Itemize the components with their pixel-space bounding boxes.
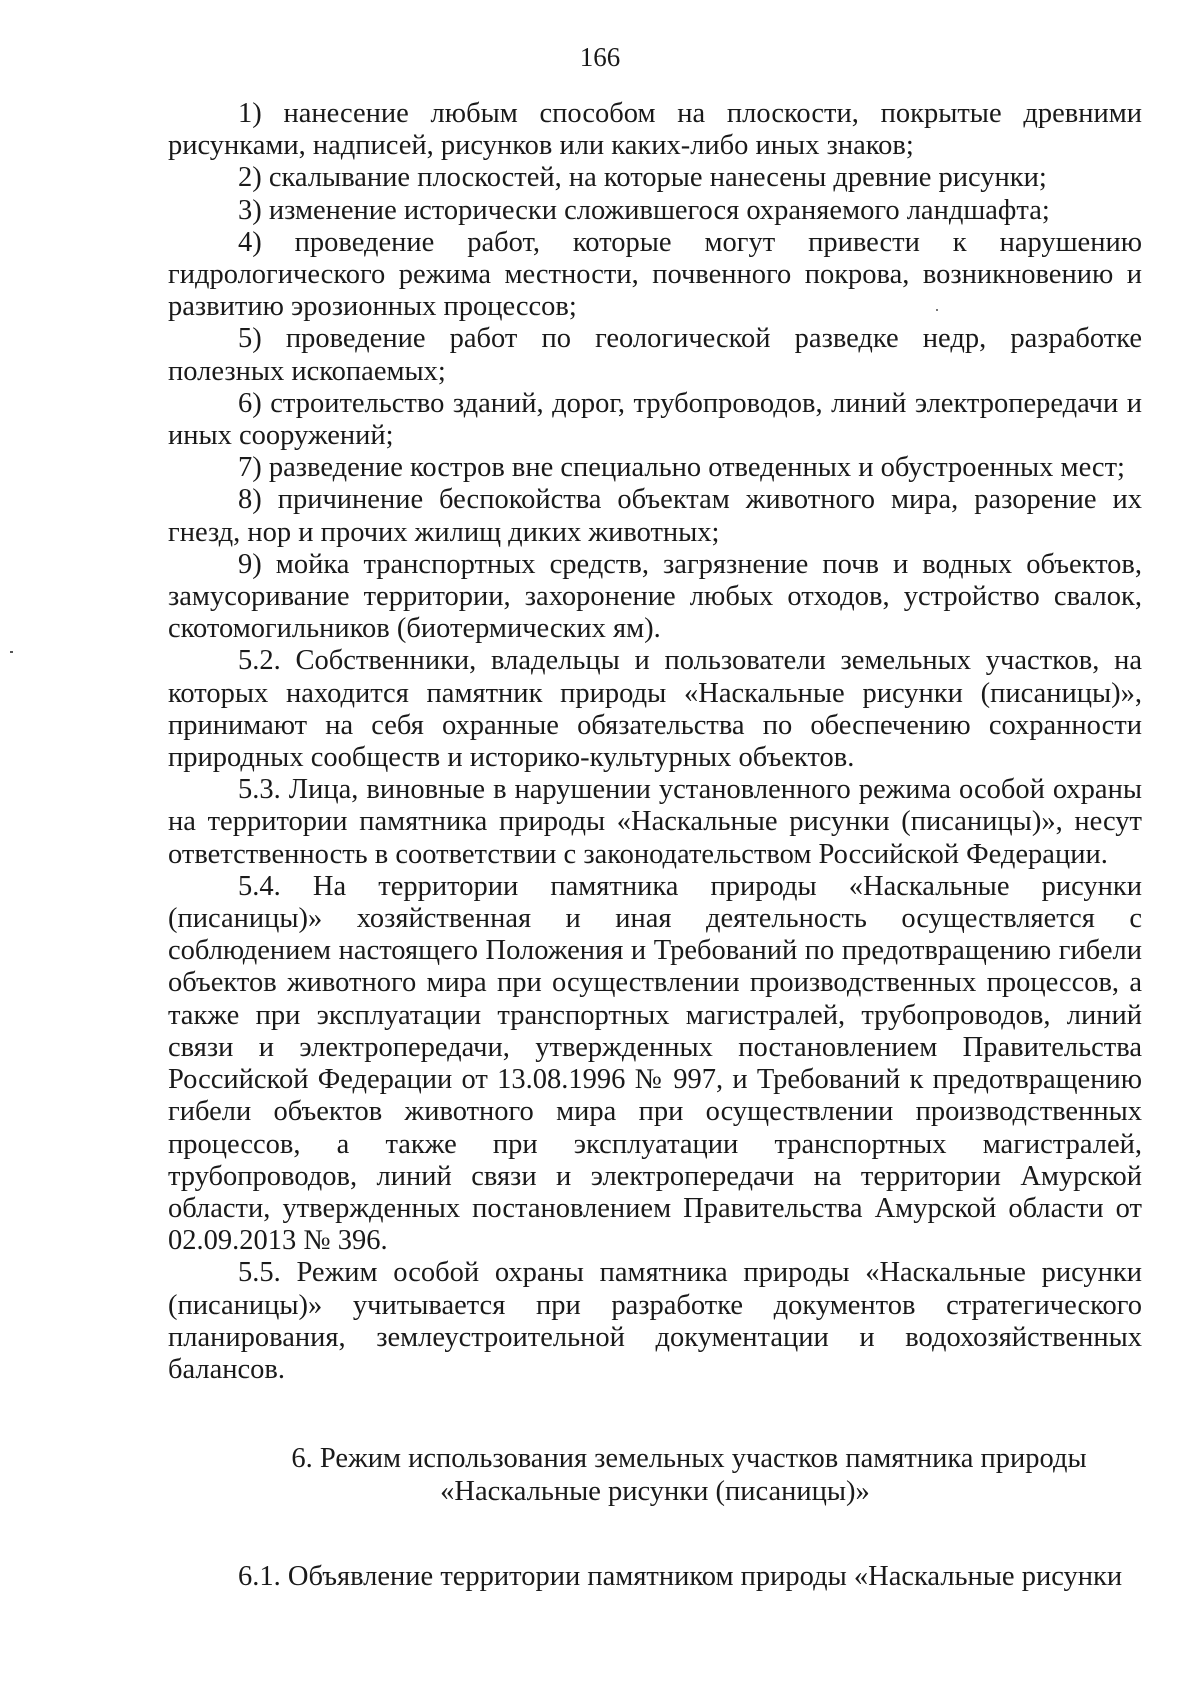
prohibition-item-7: 7) разведение костров вне специально отведенных и обустроенных мест; — [238, 452, 1125, 484]
section-heading — [168, 1442, 1142, 1508]
prohibition-item-6: 6) строительство зданий, дорог, трубопроводов, линий электропередачи и иных сооружений; — [168, 387, 1142, 452]
section-heading-line-1: 6. Режим использования земельных участков памятника природы — [291, 1443, 1087, 1474]
scan-margin-mark — [10, 651, 13, 653]
page-number: 166 — [579, 42, 621, 72]
clause-5-2: 5.2. Собственники, владельцы и пользователи земельных участков, на которых находится памятник природы «Наскальные рисунки (писаницы)», принимают на себя охранные обязательства по обеспечению сохранности природных сообществ и историко-культурных объектов. — [168, 645, 1142, 774]
prohibition-item-5: 5) проведение работ по геологической разведке недр, разработке полезных ископаемых; — [168, 323, 1142, 387]
prohibition-item-2: 2) скалывание плоскостей, на которые нанесены древние рисунки; — [238, 162, 1047, 194]
clause-5-5: 5.5. Режим особой охраны памятника природы «Наскальные рисунки (писаницы)» учитывается при разработке документов стратегического планирования, землеустроительной документации и водохозяйственных балансов. — [168, 1257, 1142, 1385]
clause-5-4: 5.4. На территории памятника природы «Наскальные рисунки (писаницы)» хозяйственная и иная деятельность осуществляется с соблюдением настоящего Положения и Требований по предотвращению гибели объектов животного мира при осуществлении производственных процессов, а также при эксплуатации транспортных магистралей, трубопроводов, линий связи и электропередачи, утвержденных постановлением Правительства Российской Федерации от 13.08.1996 № 997, и Требований к предотвращению гибели объектов животного мира при осуществлении производственных процессов, а также при эксплуатации транспортных магистралей, трубопроводов, линий связи и электропередачи на территории Амурской области, утвержденных постановлением Правительства Амурской области от 02.09.2013 № 396. — [168, 870, 1142, 1257]
prohibition-item-1: 1) нанесение любым способом на плоскости, покрытые древними рисунками, надписей, рисунков или каких-либо иных знаков; — [168, 98, 1142, 162]
prohibition-item-4: 4) проведение работ, которые могут привести к нарушению гидрологического режима местности, почвенного покрова, возникновению и развитию эрозионных процессов; — [168, 226, 1142, 323]
section-heading-line-2: «Наскальные рисунки (писаницы)» — [440, 1476, 870, 1507]
prohibition-item-9: 9) мойка транспортных средств, загрязнение почв и водных объектов, замусоривание территории, захоронение любых отходов, устройство свалок, скотомогильников (биотермических ям). — [168, 548, 1142, 645]
document-body — [168, 98, 1142, 1386]
prohibition-item-8: 8) причинение беспокойства объектам животного мира, разорение их гнезд, нор и прочих жилищ диких животных; — [168, 484, 1142, 548]
scan-speck — [936, 309, 938, 311]
clause-6-1: 6.1. Объявление территории памятником природы «Наскальные рисунки — [238, 1561, 1123, 1592]
prohibition-item-3: 3) изменение исторически сложившегося охраняемого ландшафта; — [238, 194, 1050, 226]
clause-5-3: 5.3. Лица, виновные в нарушении установленного режима особой охраны на территории памятника природы «Наскальные рисунки (писаницы)», несут ответственность в соответствии с законодательством Российской Федерации. — [168, 774, 1142, 870]
